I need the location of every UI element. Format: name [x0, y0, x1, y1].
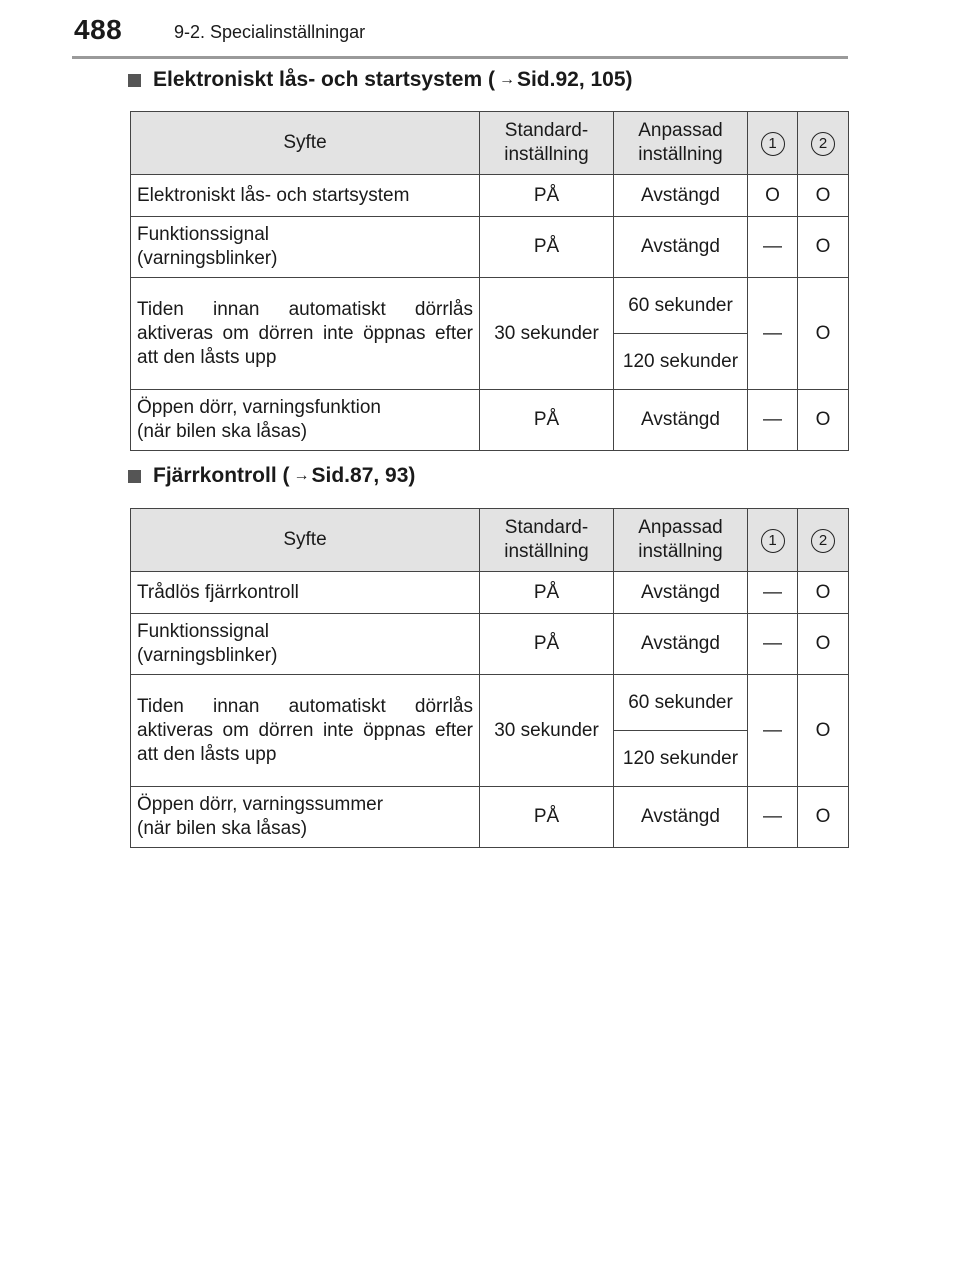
- custom-cell: Avstängd: [614, 572, 748, 614]
- col2-cell: O: [798, 675, 849, 787]
- header-col-2: [798, 112, 849, 175]
- header-col-1: [748, 509, 798, 572]
- table-header-row: [131, 509, 849, 572]
- settings-table-remote-control: [130, 508, 849, 848]
- header-custom: Anpassad inställning: [614, 112, 748, 175]
- standard-cell: 30 sekunder: [480, 278, 614, 390]
- square-bullet-icon: [128, 470, 141, 483]
- section-page-reference[interactable]: Sid.87, 93): [311, 464, 416, 487]
- section-title-text: Elektroniskt lås- och startsystem (: [153, 68, 495, 91]
- custom-cell: Avstängd: [614, 217, 748, 278]
- table-row: [131, 217, 849, 278]
- purpose-cell: Tiden innan automatiskt dörrlås aktiveras om dörren inte öppnas efter att den låsts upp: [131, 278, 480, 390]
- arrow-right-icon: →: [293, 467, 310, 484]
- purpose-cell: Trådlös fjärrkontroll: [131, 572, 480, 614]
- col1-cell: —: [748, 217, 798, 278]
- purpose-cell: Elektroniskt lås- och startsystem: [131, 175, 480, 217]
- custom-cell: Avstängd: [614, 787, 748, 848]
- circled-one-icon: 1: [761, 132, 785, 156]
- purpose-cell: Öppen dörr, varningssummer (när bilen ska låsas): [131, 787, 480, 848]
- section-title-remote-control: [128, 464, 415, 488]
- custom-cell-option-a: 60 sekunder: [614, 278, 748, 334]
- table-row: [131, 175, 849, 217]
- col2-cell: O: [798, 278, 849, 390]
- header-divider: [72, 56, 848, 59]
- header-purpose: Syfte: [131, 112, 480, 175]
- col1-cell: —: [748, 390, 798, 451]
- standard-cell: PÅ: [480, 175, 614, 217]
- circled-one-icon: 1: [761, 529, 785, 553]
- standard-cell: PÅ: [480, 572, 614, 614]
- custom-cell-option-a: 60 sekunder: [614, 675, 748, 731]
- standard-cell: PÅ: [480, 614, 614, 675]
- standard-cell: PÅ: [480, 217, 614, 278]
- header-col-2: [798, 509, 849, 572]
- chapter-title: 9-2. Specialinställningar: [174, 22, 366, 42]
- header-col-1: [748, 112, 798, 175]
- custom-cell: Avstängd: [614, 175, 748, 217]
- table-row: [131, 614, 849, 675]
- custom-cell-option-b: 120 sekunder: [614, 731, 748, 787]
- standard-cell: 30 sekunder: [480, 675, 614, 787]
- col2-cell: O: [798, 217, 849, 278]
- standard-cell: PÅ: [480, 390, 614, 451]
- table-header-row: [131, 112, 849, 175]
- table-row: [131, 390, 849, 451]
- settings-table-electronic-lock: [130, 111, 849, 451]
- arrow-right-icon: →: [498, 71, 515, 88]
- custom-cell: Avstängd: [614, 390, 748, 451]
- circled-two-icon: 2: [811, 132, 835, 156]
- col1-cell: O: [748, 175, 798, 217]
- col1-cell: —: [748, 278, 798, 390]
- col2-cell: O: [798, 787, 849, 848]
- col1-cell: —: [748, 675, 798, 787]
- section-page-reference[interactable]: Sid.92, 105): [516, 68, 633, 91]
- header-purpose: Syfte: [131, 509, 480, 572]
- standard-cell: PÅ: [480, 787, 614, 848]
- col1-cell: —: [748, 572, 798, 614]
- purpose-cell: Funktionssignal (varningsblinker): [131, 614, 480, 675]
- table-row: [131, 787, 849, 848]
- purpose-cell: Öppen dörr, varningsfunktion (när bilen ska låsas): [131, 390, 480, 451]
- col2-cell: O: [798, 614, 849, 675]
- square-bullet-icon: [128, 74, 141, 87]
- table-row: [131, 278, 849, 334]
- table-row: [131, 572, 849, 614]
- purpose-cell: Tiden innan automatiskt dörrlås aktiveras om dörren inte öppnas efter att den låsts upp: [131, 675, 480, 787]
- page-number: 488: [74, 14, 123, 45]
- custom-cell: Avstängd: [614, 614, 748, 675]
- header-custom: Anpassad inställning: [614, 509, 748, 572]
- header-standard: Standard- inställning: [480, 112, 614, 175]
- col1-cell: —: [748, 614, 798, 675]
- header-standard: Standard- inställning: [480, 509, 614, 572]
- col2-cell: O: [798, 572, 849, 614]
- purpose-cell: Funktionssignal (varningsblinker): [131, 217, 480, 278]
- col1-cell: —: [748, 787, 798, 848]
- section-title-electronic-lock: [128, 68, 633, 92]
- col2-cell: O: [798, 175, 849, 217]
- section-title-text: Fjärrkontroll (: [153, 464, 290, 487]
- custom-cell-option-b: 120 sekunder: [614, 334, 748, 390]
- table-row: [131, 675, 849, 731]
- circled-two-icon: 2: [811, 529, 835, 553]
- col2-cell: O: [798, 390, 849, 451]
